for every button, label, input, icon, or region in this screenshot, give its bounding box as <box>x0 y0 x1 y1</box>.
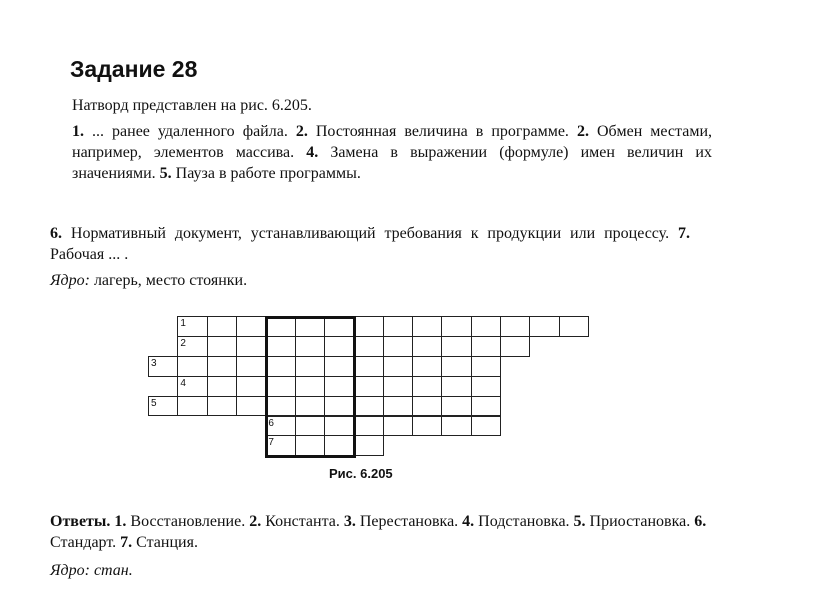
clue-text: ... ранее удаленного файла. <box>84 123 296 140</box>
crossword-cell <box>324 435 354 456</box>
crossword-cell <box>295 396 325 417</box>
crossword-cell <box>265 356 295 377</box>
crossword-cell <box>236 396 266 417</box>
crossword-cell <box>353 316 383 337</box>
crossword-cell <box>207 396 237 417</box>
crossword-cell <box>471 356 501 377</box>
clue-text: Нормативный документ, устанавливающий требования к продукции или процессу. <box>62 225 678 242</box>
crossword-cell <box>295 356 325 377</box>
crossword-cell <box>471 396 501 417</box>
crossword-cell <box>441 336 471 357</box>
core-text: лагерь, место стоянки. <box>89 272 248 289</box>
answer-text: Константа. <box>261 513 344 530</box>
task-title: Задание 28 <box>70 56 198 82</box>
crossword-cell <box>353 416 383 437</box>
crossword-cell <box>207 316 237 337</box>
crossword-cell <box>324 336 354 357</box>
crossword-cell <box>412 396 442 417</box>
crossword-cell <box>353 396 383 417</box>
crossword-cell <box>177 396 207 417</box>
clue-number: 7. <box>678 225 690 242</box>
crossword-cell <box>383 376 413 397</box>
clue-number: 4. <box>306 144 319 161</box>
figure-caption: Рис. 6.205 <box>329 466 393 481</box>
crossword-cell <box>383 356 413 377</box>
clue-number: 2. <box>295 123 308 140</box>
crossword-cell <box>353 336 383 357</box>
crossword-cell <box>207 356 237 377</box>
crossword-cell <box>412 356 442 377</box>
answer-core-text: стан. <box>89 562 133 579</box>
crossword-cell <box>324 416 354 437</box>
crossword-cell <box>207 376 237 397</box>
crossword-cell <box>471 416 501 437</box>
crossword-cell <box>236 376 266 397</box>
crossword-cell <box>412 416 442 437</box>
clue-number-label: 4 <box>180 377 186 389</box>
crossword-cell <box>295 416 325 437</box>
clue-number-label: 6 <box>268 417 274 429</box>
crossword-cell <box>500 336 530 357</box>
crossword-cell <box>383 316 413 337</box>
answer-text: Стандарт. <box>50 534 121 551</box>
crossword-cell <box>412 336 442 357</box>
crossword-cell <box>324 356 354 377</box>
crossword-cell <box>383 416 413 437</box>
answer-number: 2. <box>249 513 262 530</box>
crossword-cell <box>236 316 266 337</box>
crossword-cell <box>441 416 471 437</box>
clue-text: Обмен местами, например, элементов массива. <box>72 123 713 161</box>
crossword-cell <box>383 336 413 357</box>
clues-block-2 <box>50 223 690 265</box>
crossword-cell <box>353 356 383 377</box>
crossword-cell <box>383 396 413 417</box>
clue-number: 6. <box>50 225 62 242</box>
clue-number: 1. <box>72 123 84 140</box>
answer-text: Подстановка. <box>474 513 574 530</box>
crossword-cell <box>265 316 295 337</box>
crossword-cell <box>295 336 325 357</box>
answer-number: 7. <box>120 534 133 551</box>
crossword-cell <box>441 396 471 417</box>
clue-number-label: 7 <box>268 437 274 449</box>
crossword-cell <box>324 316 354 337</box>
answer-text: Перестановка. <box>355 513 463 530</box>
clue-number-label: 2 <box>180 337 186 349</box>
crossword-cell <box>236 356 266 377</box>
clues-block-1 <box>72 121 712 184</box>
clue-number: 2. <box>576 123 589 140</box>
crossword-cell <box>441 376 471 397</box>
clue-number-label: 5 <box>151 397 157 409</box>
core-hint <box>50 270 247 291</box>
answer-core-label: Ядро: <box>50 562 90 579</box>
crossword-cell <box>295 435 325 456</box>
answer-text: Восстановление. <box>126 513 250 530</box>
crossword-cell <box>471 376 501 397</box>
answer-text: Приостановка. <box>585 513 695 530</box>
intro-text: Натворд представлен на рис. 6.205. <box>72 97 312 114</box>
crossword-cell <box>324 376 354 397</box>
clue-number-label: 3 <box>151 357 157 369</box>
crossword-cell <box>177 356 207 377</box>
crossword-cell <box>265 336 295 357</box>
answer-number: 4. <box>462 513 475 530</box>
crossword-cell <box>265 396 295 417</box>
crossword-cell <box>295 316 325 337</box>
clue-text: Замена в выражении (формуле) имен величин их значениями. <box>72 144 712 182</box>
answers-block <box>50 511 710 553</box>
answer-number: 6. <box>694 513 707 530</box>
core-label: Ядро: <box>50 272 90 289</box>
crossword-cell <box>207 336 237 357</box>
crossword-cell <box>441 316 471 337</box>
crossword-cell <box>353 376 383 397</box>
answer-number: 3. <box>343 513 356 530</box>
answer-core <box>50 560 133 581</box>
crossword-cell <box>295 376 325 397</box>
answers-label: Ответы. <box>50 513 111 530</box>
clue-text: Пауза в работе программы. <box>171 165 361 182</box>
crossword-cell <box>441 356 471 377</box>
crossword-cell <box>559 316 589 337</box>
clue-number: 5. <box>159 165 172 182</box>
crossword-cell <box>353 435 383 456</box>
crossword-cell <box>500 316 530 337</box>
crossword-cell <box>412 316 442 337</box>
crossword-cell <box>265 376 295 397</box>
clue-number-label: 1 <box>180 318 186 329</box>
crossword-cell <box>236 336 266 357</box>
crossword-cell <box>529 316 559 337</box>
crossword-cell <box>324 396 354 417</box>
answer-number: 1. <box>114 513 127 530</box>
crossword-cell <box>471 316 501 337</box>
crossword-cell <box>412 376 442 397</box>
clue-text: Рабочая ... . <box>50 246 129 263</box>
crossword-cell <box>471 336 501 357</box>
answer-number: 5. <box>573 513 586 530</box>
answer-text: Станция. <box>132 534 198 551</box>
clue-text: Постоянная величина в программе. <box>307 123 577 140</box>
